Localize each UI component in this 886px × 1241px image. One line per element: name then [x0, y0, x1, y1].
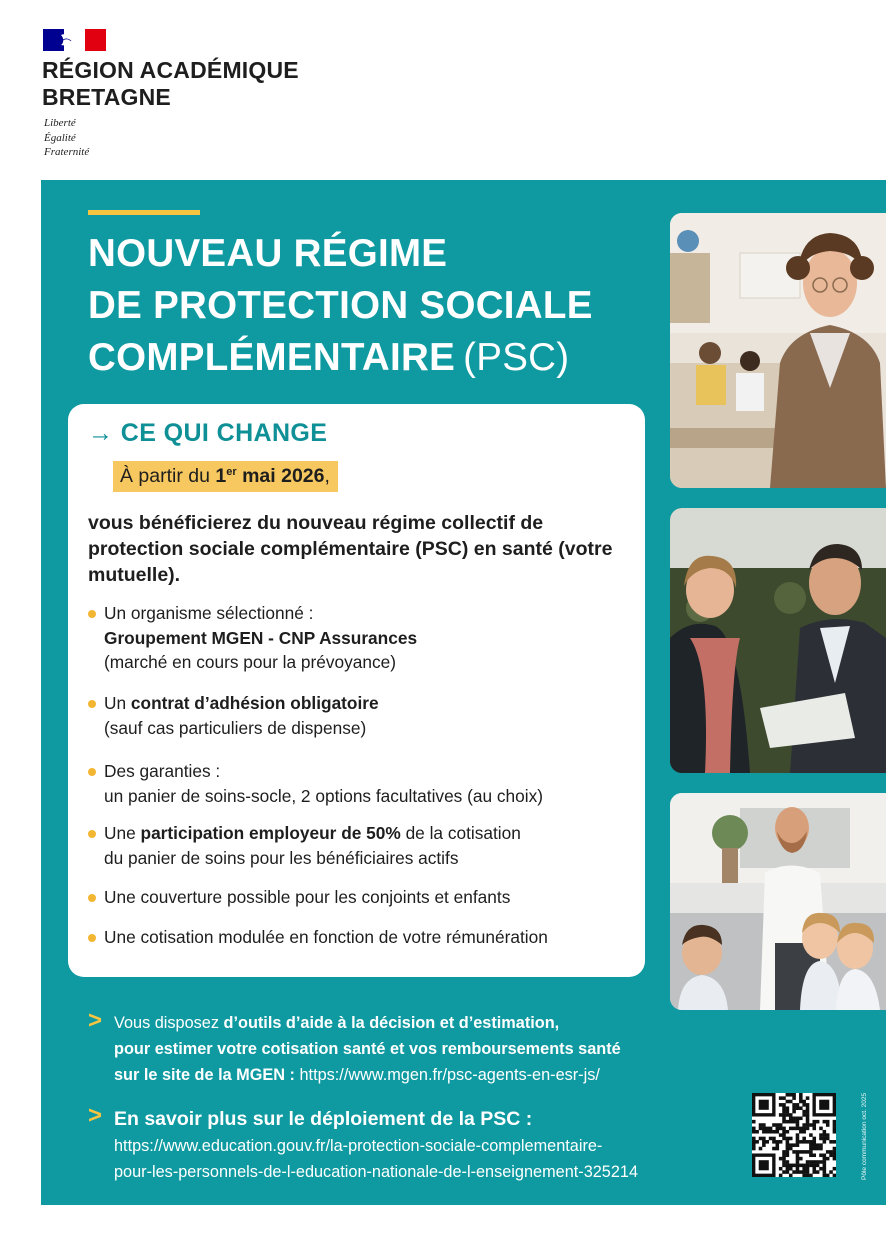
qr-code[interactable]: [752, 1093, 836, 1177]
region-line1: RÉGION ACADÉMIQUE: [42, 57, 299, 83]
title-line1: NOUVEAU RÉGIME: [88, 232, 448, 275]
bullet-line: (sauf cas particuliers de dispense): [104, 717, 367, 738]
republic-motto: [44, 116, 89, 160]
card-heading: → CE QUI CHANGE: [88, 419, 328, 447]
title-abbr: (PSC): [463, 336, 570, 379]
list-item: [88, 925, 548, 950]
list-item: [88, 821, 521, 870]
date-highlight: [113, 461, 338, 492]
qr-code-icon: [752, 1093, 836, 1177]
bullet-line: de la cotisation: [400, 823, 521, 843]
bullet-bold: participation employeur de 50%: [140, 823, 401, 843]
bullet-dot-icon: [88, 894, 96, 902]
list-item: [88, 759, 543, 808]
motto-liberte: Liberté: [44, 117, 76, 129]
bullet-dot-icon: [88, 768, 96, 776]
bullet-line: Un: [104, 693, 131, 713]
bullet-line: du panier de soins pour les bénéficiaires actifs: [104, 847, 459, 868]
more-info-heading: En savoir plus sur le déploiement de la PSC :: [114, 1108, 533, 1130]
title-line2: DE PROTECTION SOCIALE: [88, 284, 593, 327]
bullet-dot-icon: [88, 700, 96, 708]
date-rest: mai 2026: [236, 465, 325, 487]
info1-normal: Vous disposez: [114, 1014, 224, 1032]
bullet-line: Une: [104, 823, 141, 843]
marianne-icon: [57, 33, 79, 48]
bullet-line: Des garanties :: [104, 761, 221, 781]
region-name: [42, 57, 299, 111]
page-title: [88, 228, 593, 384]
bullet-dot-icon: [88, 610, 96, 618]
info1-bold: d’outils d’aide à la décision et d’estimation,: [223, 1014, 560, 1032]
education-link-line2[interactable]: pour-les-personnels-de-l-education-nationale-de-l-enseignement-325214: [114, 1163, 639, 1181]
bullet-line: Un organisme sélectionné :: [104, 603, 314, 623]
bullet-dot-icon: [88, 934, 96, 942]
chevron-right-icon: >: [88, 1102, 103, 1129]
lead-text: vous bénéficierez du nouveau régime collectif de protection sociale complémentaire (PSC) en santé (votre mutuelle).: [88, 512, 613, 586]
bullet-line: Une cotisation modulée en fonction de votre rémunération: [104, 927, 548, 947]
region-line2: BRETAGNE: [42, 84, 171, 110]
date-sup: er: [226, 466, 237, 478]
teacher-photo: [670, 213, 886, 488]
list-item: [88, 601, 417, 675]
chevron-right-icon: >: [88, 1007, 103, 1034]
bullet-line: un panier de soins-socle, 2 options facultatives (au choix): [104, 785, 543, 806]
date-suffix: ,: [324, 465, 330, 487]
motto-egalite: Égalité: [44, 131, 76, 144]
bullet-dot-icon: [88, 830, 96, 838]
bullet-line: Une couverture possible pour les conjoints et enfants: [104, 887, 511, 907]
side-note: Pôle communication oct. 2025: [861, 1092, 868, 1180]
motto-fraternite: Fraternité: [44, 146, 90, 158]
bullet-bold: contrat d’adhésion obligatoire: [130, 693, 379, 713]
date-day: 1: [215, 465, 227, 487]
colleagues-photo: [670, 508, 886, 773]
list-item: [88, 691, 379, 740]
tools-info: [88, 1007, 738, 1088]
title-line3: COMPLÉMENTAIRE: [88, 336, 456, 379]
more-info: [88, 1102, 738, 1185]
mgen-link[interactable]: https://www.mgen.fr/psc-agents-en-esr-js/: [299, 1066, 600, 1084]
yellow-accent-bar: [88, 210, 200, 215]
info1-line3-label: sur le site de la MGEN :: [114, 1066, 300, 1084]
date-prefix: À partir du: [120, 465, 216, 487]
parent-children-photo: [670, 793, 886, 1010]
bullet-line: (marché en cours pour la prévoyance): [104, 652, 397, 672]
republique-flag-logo: [43, 29, 106, 51]
bullet-bold: Groupement MGEN - CNP Assurances: [104, 627, 418, 648]
info1-line2: pour estimer votre cotisation santé et vos remboursements santé: [114, 1040, 621, 1058]
education-link-line1[interactable]: https://www.education.gouv.fr/la-protection-sociale-complementaire-: [114, 1137, 603, 1155]
list-item: [88, 885, 510, 910]
